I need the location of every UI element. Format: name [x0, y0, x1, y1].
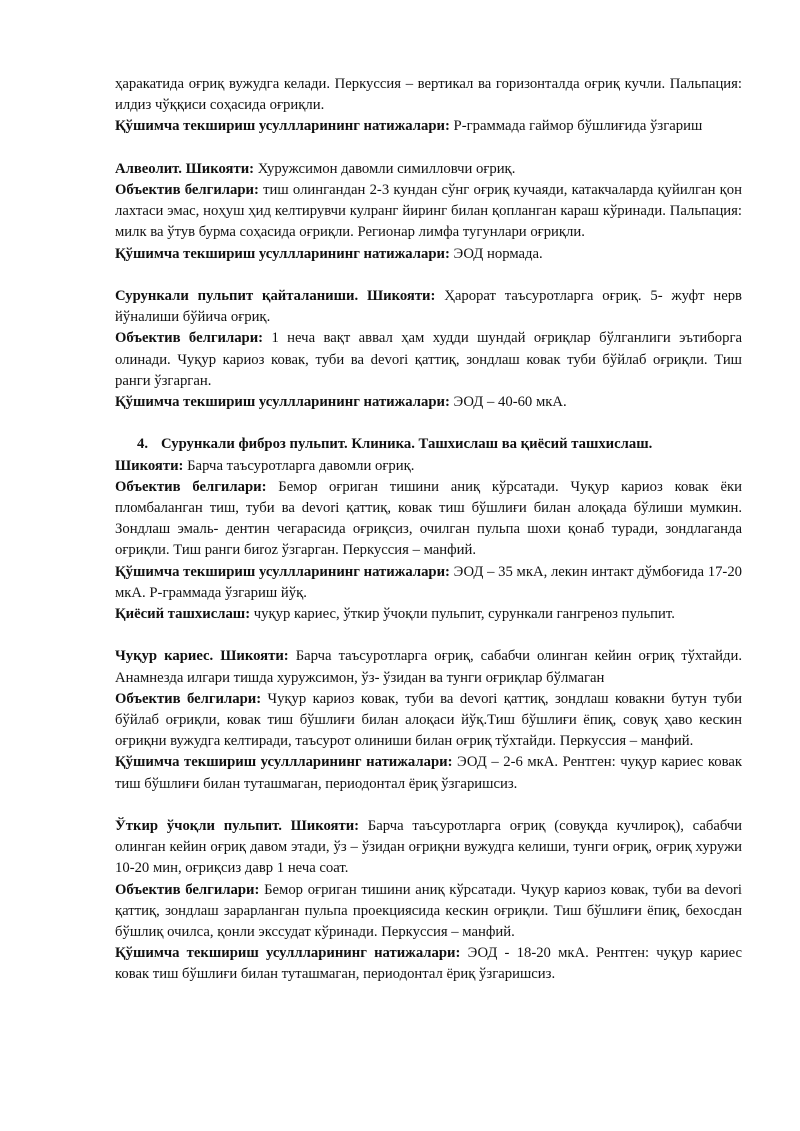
paragraph-text: чуқур кариес, ўткир ўчоқли пульпит, сурункали гангреноз пульпит.: [250, 606, 675, 623]
bold-label: Қўшимча текшириш усуллларининг натижалари:: [115, 754, 453, 771]
paragraph-text: ЭОД – 40-60 мкА.: [449, 394, 567, 411]
paragraph-text: ЭОД - 18-20 мкА. Рентген: чуқур кариес ковак тиш бўшлиғи билан туташмаган, периодонтал ёриқ ўзгаришсиз.: [115, 945, 743, 983]
paragraph: [115, 477, 742, 562]
bold-label: Қўшимча текшириш усуллларининг натижалари:: [115, 118, 450, 135]
bold-label: Қиёсий ташхислаш:: [115, 606, 251, 623]
paragraph: [115, 752, 742, 794]
paragraph-text: Барча таъсуротларга оғриқ, сабабчи олинган кейин оғриқ тўхтайди. Анамнезда илгари тишда хуружсимон, ўз- ўзидан ва тунги оғриқлар бўлмаган: [115, 648, 742, 686]
paragraph-text: Чуқур кариоз ковак, туби ва devori қаттиқ, зондлаш ковакни бутун туби бўйлаб оғриқли, ковак тиш бўшлиғи билан алоқаси йўқ.Тиш бўшлиғи ёпиқ, совуқ ҳаво кескин оғриқни вужудга келтиради, таъсурот олиниши билан оғриқ тўхтайди. Перкуссия – манфий.: [115, 690, 743, 750]
paragraph-text: ЭОД – 35 мкА, лекин интакт дўмбоғида 17-20 мкА. Р-граммада ўзгариш йўқ.: [115, 563, 743, 601]
paragraph: [115, 159, 742, 180]
bold-label: Объектив белгилари:: [115, 478, 267, 495]
paragraph-text: 1 неча вақт аввал ҳам худди шундай оғриқлар бўлганлиги эътиборга олинади. Чуқур кариоз ковак, туби ва devori қаттиқ, зондлаш ковак туби бўйлаб оғриқли. Тиш ранги ўзгарган.: [115, 330, 742, 389]
bold-label: Сурункали пульпит қайталаниши. Шикояти:: [115, 288, 436, 304]
section-heading: [115, 434, 742, 455]
bold-label: Ўткир ўчоқли пульпит. Шикояти:: [115, 818, 360, 835]
bold-label: Алвеолит. Шикояти:: [115, 160, 255, 177]
paragraph: [115, 604, 742, 625]
bold-label: Чуқур кариес. Шикояти:: [115, 648, 289, 665]
section-number: 4.: [137, 436, 149, 453]
paragraph: [115, 943, 742, 985]
bold-label: Қўшимча текшириш усуллларининг натижалари:: [115, 563, 450, 580]
paragraph: [115, 74, 742, 116]
paragraph-text: ЭОД – 2-6 мкА. Рентген: чуқур кариес ковак тиш бўшлиғи билан туташмаган, периодонтал ёриқ ўзгаришсиз.: [115, 754, 742, 792]
paragraph-text: Хуружсимон давомли симилловчи оғриқ.: [254, 160, 516, 177]
paragraph: [115, 456, 742, 477]
paragraph: [115, 328, 742, 392]
bold-label: Объектив белгилари:: [115, 330, 264, 347]
paragraph-text: Барча таъсуротларга давомли оғриқ.: [183, 457, 415, 474]
bold-label: Шикояти:: [115, 457, 184, 474]
paragraph-text: Барча таъсуротларга оғриқ (совуқда кучлироқ), сабабчи олинган кейин оғриқ давом этади, ўз – ўзидан оғриқни вужудга келиши, тунги оғриқ, оғриқ хуружи 10-20 мин, оғриқсиз давр 1 неча соат.: [115, 818, 742, 877]
bold-label: Объектив белгилари:: [115, 881, 260, 898]
bold-label: Қўшимча текшириш усуллларининг натижалари:: [115, 394, 450, 411]
paragraph-text: ЭОД нормада.: [449, 245, 543, 262]
paragraph: [115, 116, 742, 137]
paragraph-text: Бемор оғриган тишини аниқ кўрсатади. Чуқур кариоз ковак ёки пломбаланган тиш, туби ва devori қаттиқ, ковак тиш бўшлиғи билан алоқада бўлиши мумкин. Зондлаш эмаль- дентин чегарасида оғриқсиз, очилган пульпа шохи қонаб туради, зондлаганда оғриқли. Тиш ранги биroz ўзгарган. Перкуссия – манфий.: [115, 478, 743, 559]
paragraph-text: Бемор оғриган тишини аниқ кўрсатади. Чуқур кариоз ковак, туби ва devori қаттиқ, зондлаш зарарланган пульпа проекциясида кескин оғриқли. Тиш бўшлиғи ёпиқ, бехосдан бўшлиқ очилса, қонли экссудат кўринади. Перкуссия – манфий.: [115, 881, 743, 941]
paragraph-text: тиш олингандан 2-3 кундан сўнг оғриқ кучаяди, катакчаларда қуйилган қон лахтаси эмас, ноҳуш ҳид келтирувчи кулранг йиринг билан қопланган караш кўринади. Пальпация: милк ва ўтув бурма соҳасида оғриқли. Регионар лимфа тугунлари оғриқли.: [115, 182, 743, 241]
bold-label: Қўшимча текшириш усуллларининг натижалари:: [115, 245, 450, 262]
paragraph: [115, 689, 742, 753]
paragraph: [115, 286, 742, 328]
paragraph-text: ҳаракатида оғриқ вужудга келади. Перкуссия – вертикал ва горизонталда оғриқ кучли. Пальпация: илдиз чўққиси соҳасида оғриқли.: [115, 76, 742, 114]
bold-label: Объектив белгилари:: [115, 182, 259, 198]
bold-label: Қўшимча текшириш усуллларининг натижалари:: [115, 945, 461, 962]
paragraph: [115, 646, 742, 688]
document-page: [115, 74, 742, 986]
section-heading-text: Сурункали фиброз пульпит. Клиника. Ташхислаш ва қиёсий ташхислаш.: [161, 436, 653, 453]
paragraph-text: Ҳарорат таъсуротларга оғриқ. 5- жуфт нерв йўналиши бўйича оғриқ.: [115, 288, 742, 326]
paragraph: [115, 880, 742, 944]
paragraph: [115, 392, 742, 413]
paragraph: [115, 562, 742, 604]
bold-label: Объектив белгилари:: [115, 690, 262, 707]
paragraph: [115, 244, 742, 265]
paragraph: [115, 180, 742, 244]
paragraph: [115, 816, 742, 880]
paragraph-text: Р-граммада гаймор бўшлиғида ўзгариш: [449, 118, 703, 135]
